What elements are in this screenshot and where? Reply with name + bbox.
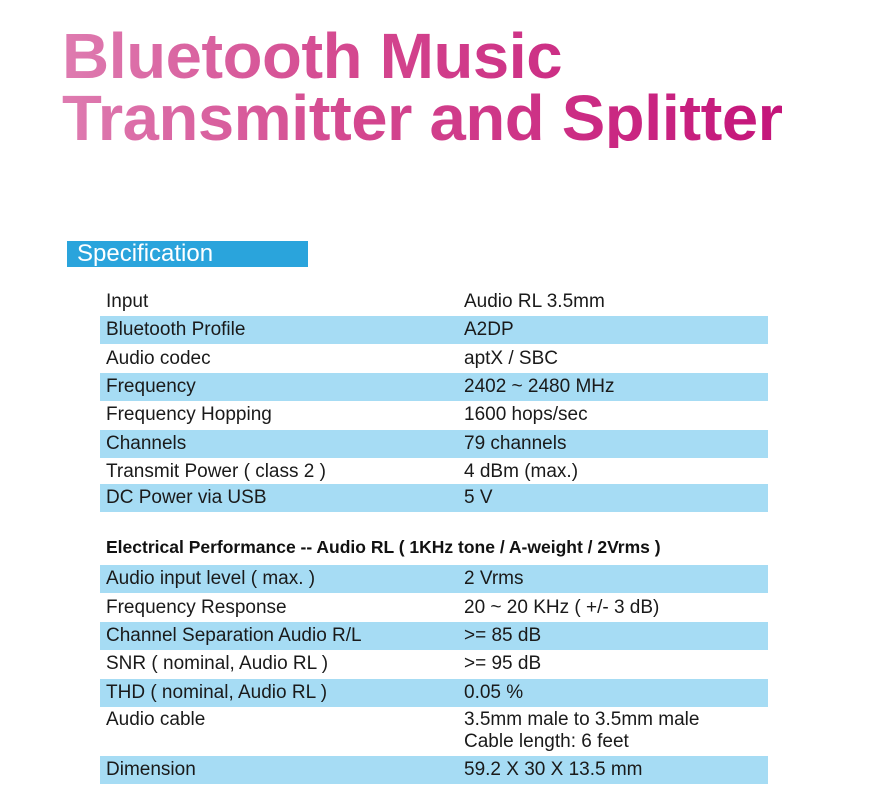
spec-value: 2402 ~ 2480 MHz (464, 376, 615, 397)
spec-label: Channel Separation Audio R/L (106, 625, 362, 646)
spec-value: >= 85 dB (464, 625, 542, 646)
spec-value: 20 ~ 20 KHz ( +/- 3 dB) (464, 597, 660, 618)
electrical-row-frequency-response (100, 594, 768, 622)
title-line-1: Bluetooth Music (62, 20, 563, 92)
spec-label: THD ( nominal, Audio RL ) (106, 682, 328, 703)
spec-value: aptX / SBC (464, 348, 558, 369)
spec-value: Audio RL 3.5mm (464, 291, 605, 312)
spec-value: A2DP (464, 319, 514, 340)
spec-label: Frequency Response (106, 597, 287, 618)
spec-value: 0.05 % (464, 682, 524, 703)
spec-label: Channels (106, 433, 187, 454)
electrical-performance-heading: Electrical Performance -- Audio RL ( 1KHz tone / A-weight / 2Vrms ) (106, 537, 661, 557)
spec-row-transmit-power (100, 458, 768, 486)
spec-label: Audio codec (106, 348, 211, 369)
spec-label: Transmit Power ( class 2 ) (106, 461, 326, 482)
spec-value-line-2: Cable length: 6 feet (464, 731, 629, 752)
spec-label: Frequency Hopping (106, 404, 272, 425)
electrical-row-channel-separation (100, 622, 768, 650)
spec-label: Dimension (106, 759, 196, 780)
spec-value: >= 95 dB (464, 653, 542, 674)
spec-value: 4 dBm (max.) (464, 461, 579, 482)
spec-value: 5 V (464, 487, 493, 508)
spec-value: 2 Vrms (464, 568, 524, 589)
spec-value: 59.2 X 30 X 13.5 mm (464, 759, 643, 780)
spec-label: SNR ( nominal, Audio RL ) (106, 653, 329, 674)
spec-label: Frequency (106, 376, 196, 397)
spec-value (464, 709, 699, 753)
spec-row-dc-power (100, 484, 768, 512)
spec-value: 79 channels (464, 433, 567, 454)
spec-row-frequency (100, 373, 768, 401)
spec-row-frequency-hopping (100, 401, 768, 429)
spec-value-line-1: 3.5mm male to 3.5mm male (464, 709, 700, 730)
electrical-row-thd (100, 679, 768, 707)
spec-row-audio-codec (100, 345, 768, 373)
electrical-row-audio-input-level (100, 565, 768, 593)
spec-label: Input (106, 291, 149, 312)
spec-label: Bluetooth Profile (106, 319, 246, 340)
spec-row-channels (100, 430, 768, 458)
title-line-2: Transmitter and Splitter (62, 82, 783, 154)
electrical-row-snr (100, 650, 768, 678)
spec-value: 1600 hops/sec (464, 404, 588, 425)
spec-row-bluetooth-profile (100, 316, 768, 344)
spec-label: Audio input level ( max. ) (106, 568, 316, 589)
electrical-row-audio-cable (100, 706, 768, 752)
page-title (62, 20, 783, 154)
spec-label: Audio cable (106, 709, 206, 730)
electrical-row-dimension (100, 756, 768, 784)
spec-row-input (100, 288, 768, 316)
spec-label: DC Power via USB (106, 487, 267, 508)
specification-heading: Specification (67, 241, 308, 267)
